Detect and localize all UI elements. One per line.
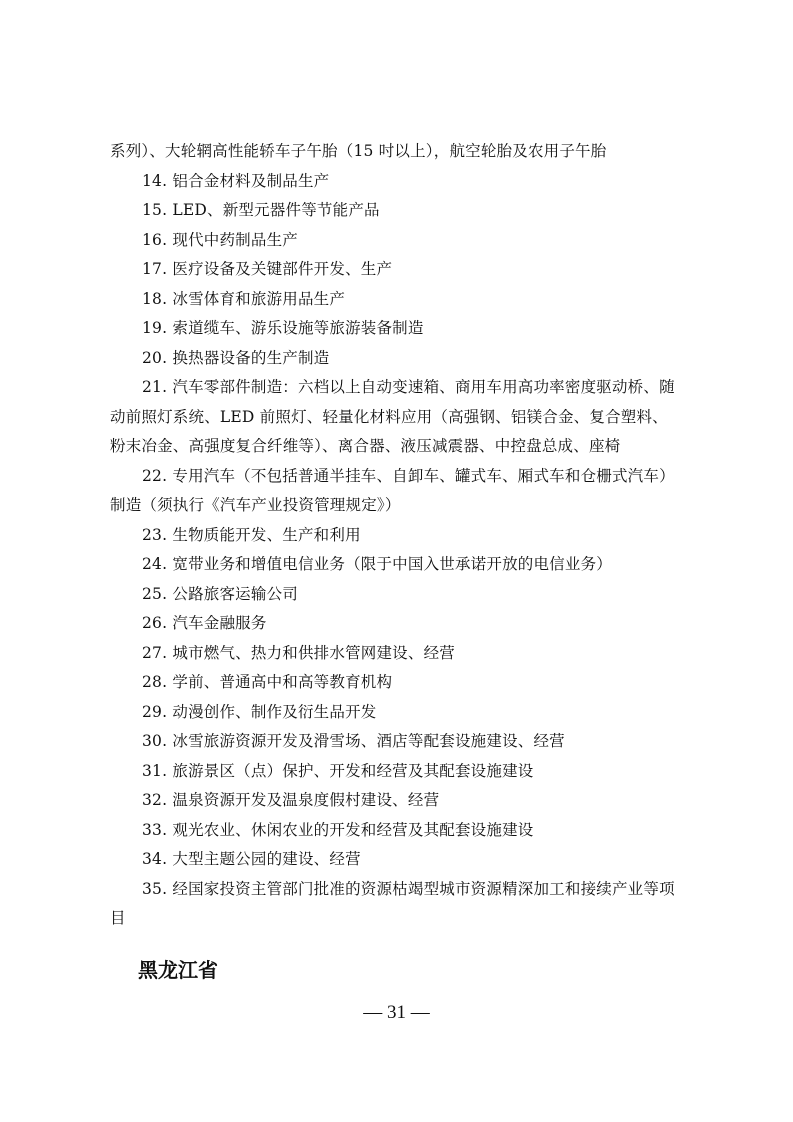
paragraph-line: 35. 经国家投资主管部门批准的资源枯竭型城市资源精深加工和接续产业等项: [142, 879, 675, 898]
paragraph-line: 28. 学前、普通高中和高等教育机构: [142, 673, 393, 691]
paragraph-line: 26. 汽车金融服务: [142, 614, 267, 632]
paragraph-line: 动前照灯系统、LED 前照灯、轻量化材料应用（高强钢、铝镁合金、复合塑料、: [110, 407, 668, 426]
paragraph-line: 16. 现代中药制品生产: [142, 230, 298, 249]
paragraph-line: 粉末冶金、高强度复合纤维等）、离合器、液压减震器、中控盘总成、座椅: [110, 437, 621, 455]
section-heading: 黑龙江省: [138, 958, 218, 982]
paragraph-line: 系列）、大轮辋高性能轿车子午胎（15 吋以上），航空轮胎及农用子午胎: [110, 142, 607, 160]
paragraph-line: 21. 汽车零部件制造：六档以上自动变速箱、商用车用高功率密度驱动桥、随: [142, 378, 675, 396]
page-number: — 31 —: [363, 1002, 430, 1023]
paragraph-line: 33. 观光农业、休闲农业的开发和经营及其配套设施建设: [142, 820, 534, 839]
paragraph-line: 制造（须执行《汽车产业投资管理规定》）: [110, 496, 401, 514]
paragraph-line: 31. 旅游景区（点）保护、开发和经营及其配套设施建设: [142, 761, 534, 780]
paragraph-line: 25. 公路旅客运输公司: [142, 584, 298, 603]
paragraph-line: 20. 换热器设备的生产制造: [142, 348, 330, 367]
paragraph-line: 15. LED、新型元器件等节能产品: [142, 201, 380, 219]
paragraph-line: 14. 铝合金材料及制品生产: [142, 171, 330, 190]
paragraph-line: 30. 冰雪旅游资源开发及滑雪场、酒店等配套设施建设、经营: [142, 732, 565, 750]
paragraph-line: 34. 大型主题公园的建设、经营: [142, 850, 361, 868]
paragraph-line: 27. 城市燃气、热力和供排水管网建设、经营: [142, 643, 455, 662]
paragraph-line: 29. 动漫创作、制作及衍生品开发: [142, 702, 377, 721]
paragraph-line: 19. 索道缆车、游乐设施等旅游装备制造: [142, 319, 424, 337]
paragraph-line: 17. 医疗设备及关键部件开发、生产: [142, 260, 393, 278]
paragraph-line: 目: [110, 909, 126, 927]
paragraph-line: 18. 冰雪体育和旅游用品生产: [142, 289, 346, 308]
paragraph-line: 22. 专用汽车（不包括普通半挂车、自卸车、罐式车、厢式车和仓栅式汽车）: [142, 466, 675, 485]
paragraph-line: 32. 温泉资源开发及温泉度假村建设、经营: [142, 791, 440, 809]
document-body: [110, 137, 692, 934]
paragraph-line: 23. 生物质能开发、生产和利用: [142, 525, 361, 544]
paragraph-line: 24. 宽带业务和增值电信业务（限于中国入世承诺开放的电信业务）: [142, 555, 612, 573]
